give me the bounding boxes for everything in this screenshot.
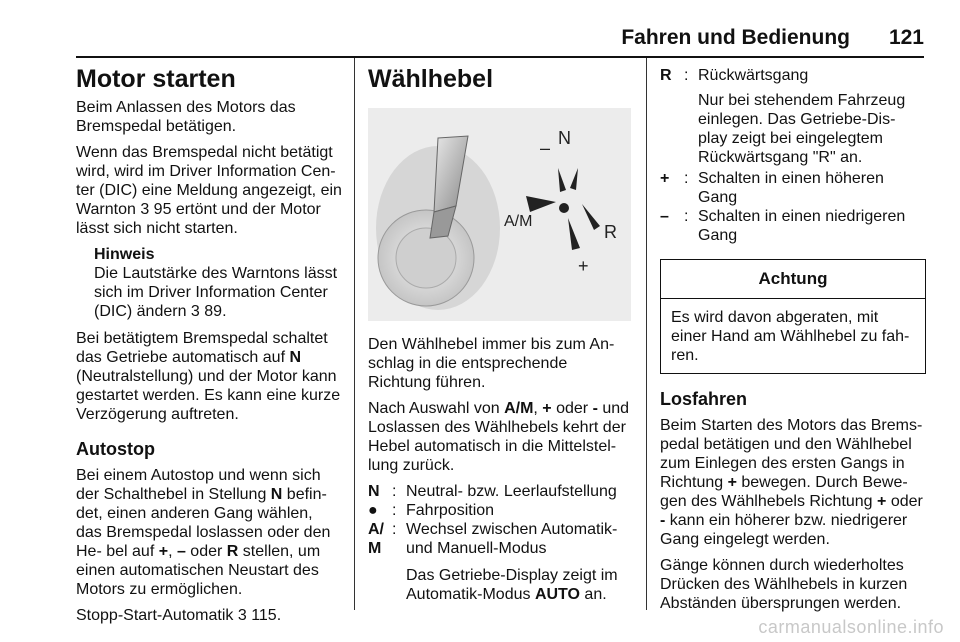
page-number: 121 bbox=[888, 26, 924, 49]
figure-label-minus: – bbox=[540, 138, 551, 158]
text: bewegen. Durch Bewe- gen des Wählhebels Richtung bbox=[660, 474, 908, 510]
lever-boot bbox=[396, 228, 456, 288]
figure-label-am: A/M bbox=[504, 213, 533, 230]
definition-key: R bbox=[660, 67, 672, 84]
watermark: carmanualsonline.info bbox=[758, 617, 944, 637]
bold-text: A/M bbox=[504, 400, 534, 417]
arrow-r bbox=[582, 204, 600, 230]
paragraph: Gänge können durch wiederholtes Drücken des Wählhebels in kurzen Abständen übersprungen werden. bbox=[660, 557, 908, 612]
definition-row bbox=[660, 207, 926, 245]
warning-title: Achtung bbox=[661, 260, 925, 299]
paragraph bbox=[660, 416, 926, 549]
bold-text: R bbox=[226, 543, 239, 560]
definition-row bbox=[368, 501, 633, 520]
text: Das Getriebe-Display zeigt im Automatik-Modus bbox=[406, 567, 618, 603]
column-1 bbox=[76, 58, 342, 632]
definition-key: N bbox=[368, 483, 380, 500]
bold-text: + bbox=[542, 400, 552, 417]
bold-text: + bbox=[158, 543, 169, 560]
bold-text: + bbox=[877, 493, 887, 510]
gear-lever-figure bbox=[368, 108, 631, 321]
bold-text: N bbox=[270, 486, 283, 503]
text: (Neutralstellung) und der Motor kann gestartet werden. Es kann eine kurze Verzögerung auftreten. bbox=[76, 368, 341, 423]
heading-waehlhebel: Wählhebel bbox=[368, 65, 494, 93]
definition-list bbox=[660, 66, 926, 245]
definition-key: A/ M bbox=[368, 521, 384, 557]
column-3 bbox=[660, 66, 926, 620]
heading-losfahren: Losfahren bbox=[660, 389, 748, 409]
definition-value: Schalten in einen niedrigeren Gang bbox=[698, 208, 906, 244]
text: , bbox=[533, 400, 543, 417]
paragraph: Beim Anlassen des Motors das Bremspedal betätigen. bbox=[76, 99, 296, 135]
column-divider-1 bbox=[354, 58, 355, 610]
bold-text: - bbox=[660, 512, 666, 529]
center-dot bbox=[559, 203, 569, 213]
definition-colon: : bbox=[392, 502, 397, 519]
definition-row bbox=[660, 169, 926, 207]
heading-motor-starten: Motor starten bbox=[76, 65, 236, 93]
definition-list bbox=[368, 482, 633, 604]
bold-text: + bbox=[727, 474, 737, 491]
text: befin- det, einen anderen Gang wählen, das Bremspedal loslassen oder den He- bel auf bbox=[76, 486, 331, 560]
bold-text: AUTO bbox=[534, 586, 580, 603]
note-box bbox=[94, 245, 342, 321]
definition-subtext: Nur bei stehendem Fahrzeug einlegen. Das Getriebe-Dis- play zeigt bei eingelegtem Rückwärtsgang "R" an. bbox=[698, 92, 906, 166]
column-divider-2 bbox=[646, 58, 647, 610]
bold-text: – bbox=[176, 543, 186, 560]
text: Beim Starten des Motors das Brems- pedal betätigen und den Wählhebel zum Einlegen des ersten Gangs in Richtung bbox=[660, 417, 923, 491]
text: oder bbox=[551, 400, 593, 417]
definition-colon: : bbox=[392, 521, 397, 538]
definition-row bbox=[368, 482, 633, 501]
paragraph bbox=[368, 399, 633, 475]
arrow-am bbox=[526, 196, 556, 212]
arrow-n bbox=[558, 168, 566, 192]
header-title: Fahren und Bedienung bbox=[621, 26, 850, 49]
definition-value: Fahrposition bbox=[406, 502, 495, 519]
figure-label-r: R bbox=[604, 222, 617, 242]
bold-text: N bbox=[289, 349, 302, 366]
text: oder bbox=[185, 543, 227, 560]
definition-row bbox=[368, 520, 633, 558]
note-text: Die Lautstärke des Warntons lässt sich im Driver Information Center (DIC) ändern 3 89. bbox=[94, 265, 338, 320]
definition-value: Schalten in einen höheren Gang bbox=[698, 170, 884, 206]
warning-box bbox=[660, 259, 926, 374]
warning-text: Es wird davon abgeraten, mit einer Hand am Wählhebel zu fah- ren. bbox=[671, 309, 910, 364]
definition-key: + bbox=[660, 170, 670, 187]
text: oder bbox=[886, 493, 923, 510]
text: stellen, um einen automatischen Neustart des Motors zu ermöglichen. bbox=[76, 543, 321, 598]
column-2 bbox=[368, 58, 633, 606]
definition-row bbox=[660, 66, 926, 85]
text: Bei einem Autostop und wenn sich der Schalthebel in Stellung bbox=[76, 467, 321, 503]
definition-colon: : bbox=[684, 170, 689, 187]
definition-value: Neutral- bzw. Leerlaufstellung bbox=[406, 483, 617, 500]
text: Nach Auswahl von bbox=[368, 400, 505, 417]
paragraph: Den Wählhebel immer bis zum An- schlag in die entsprechende Richtung führen. bbox=[368, 336, 615, 391]
arrow-n-2 bbox=[570, 168, 578, 190]
figure-label-n: N bbox=[558, 128, 571, 148]
definition-colon: : bbox=[392, 483, 397, 500]
text: Bei betätigtem Bremspedal schaltet das Getriebe automatisch auf bbox=[76, 330, 328, 366]
paragraph bbox=[76, 329, 342, 424]
definition-key: ● bbox=[368, 502, 378, 519]
definition-value: Rückwärtsgang bbox=[698, 67, 809, 84]
paragraph bbox=[76, 466, 342, 599]
definition-subtext bbox=[368, 566, 633, 604]
text: , bbox=[168, 543, 177, 560]
figure-label-plus: + bbox=[578, 256, 589, 276]
heading-autostop: Autostop bbox=[76, 439, 155, 459]
gear-lever-illustration bbox=[368, 108, 631, 321]
definition-colon: : bbox=[684, 67, 689, 84]
text: an. bbox=[579, 586, 607, 603]
text: und Loslassen des Wählhebels kehrt der Hebel automatisch in die Mittelstel- lung zurück. bbox=[368, 400, 630, 474]
arrow-plus bbox=[568, 218, 580, 250]
bold-text: - bbox=[592, 400, 598, 417]
text: kann ein höherer bzw. niedrigerer Gang eingelegt werden. bbox=[660, 512, 908, 548]
definition-colon: : bbox=[684, 208, 689, 225]
note-title: Hinweis bbox=[94, 246, 155, 263]
paragraph: Stopp-Start-Automatik 3 115. bbox=[76, 607, 282, 624]
definition-key: – bbox=[660, 208, 669, 225]
paragraph: Wenn das Bremspedal nicht betätigt wird, wird im Driver Information Cen- ter (DIC) eine Meldung angezeigt, ein Warnton 3 95 ertönt und der Motor lässt sich nicht starten. bbox=[76, 144, 342, 237]
definition-value: Wechsel zwischen Automatik- und Manuell-Modus bbox=[406, 521, 618, 557]
